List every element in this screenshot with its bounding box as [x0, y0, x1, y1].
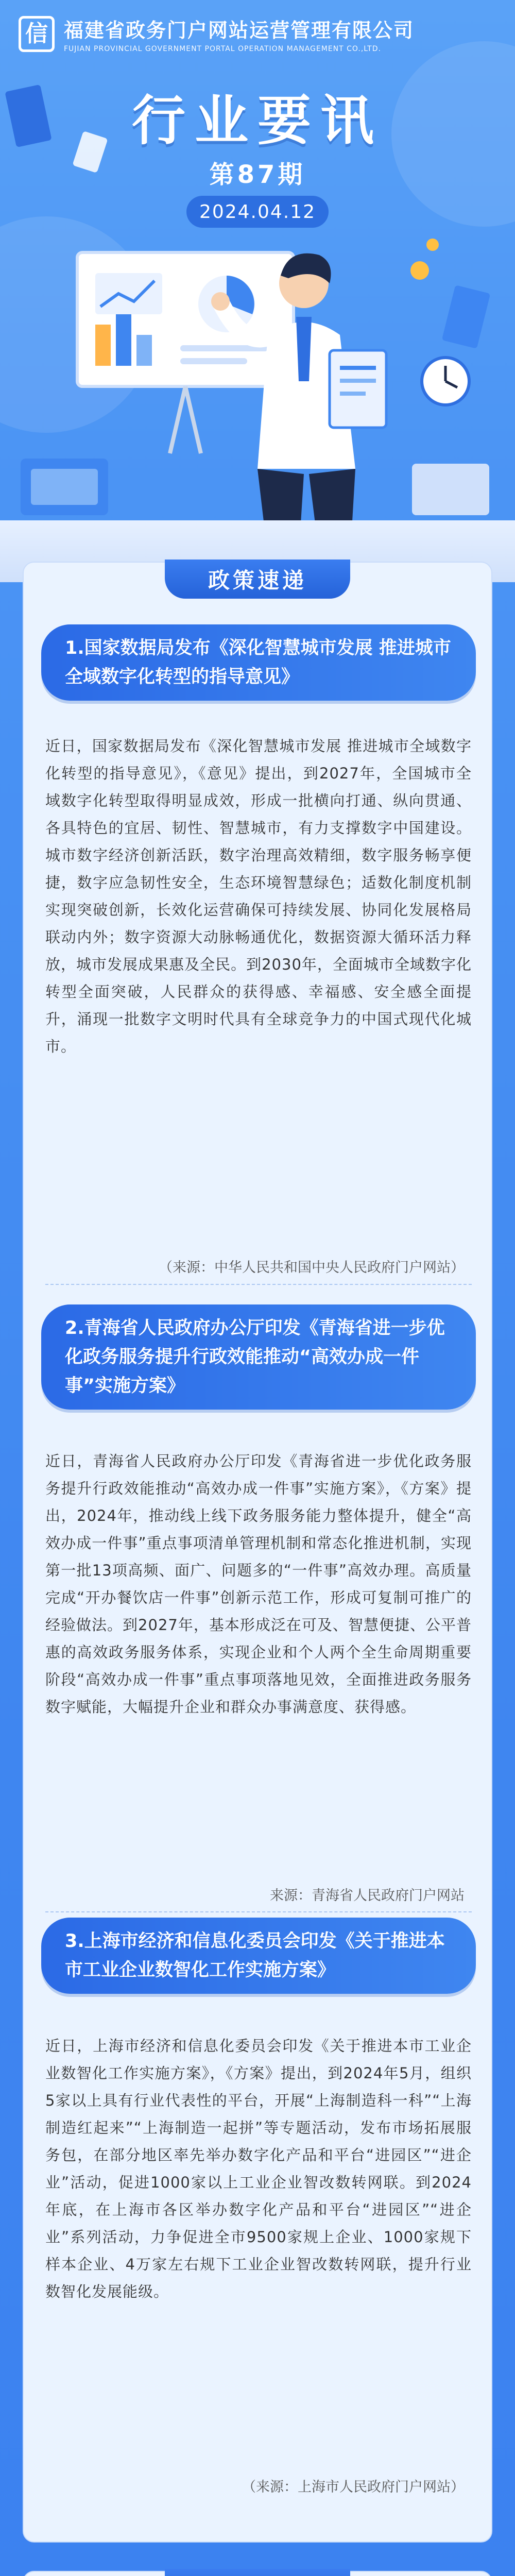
section-tab — [165, 2569, 350, 2576]
org-logo-icon: 信 — [19, 16, 55, 52]
article-source: （来源：中华人民共和国中央人民政府门户网站） — [159, 1260, 465, 1276]
article-title[interactable]: 3.上海市经济和信息化委员会印发《关于推进本市工业企业数智化工作实施方案》 — [41, 1918, 476, 1994]
issue-date: 2024.04.12 — [186, 196, 329, 228]
page-title: 行业要讯 — [131, 89, 383, 152]
article-body: 近日，国家数据局发布《深化智慧城市发展 推进城市全域数字化转型的指导意见》，《意见》提出，到2027年，全国城市全域数字化转型取得明显成效，形成一批横向打通、纵向贯通、各具特色的宜居、韧性、智慧城市，有力支撑数字中国建设。城市数字经济创新活跃，数字治理高效精细，数字服务畅享便捷，数字应急韧性安全，生态环境智慧绿色；适数化制度机制实现突破创新，长效化运营确保可持续发展、协同化发展格局联动内外；数字资源大动脉畅通优化，数据资源大循环活力释放，城市发展成果惠及全民。到2030年，全面城市全域数字化转型全面突破，人民群众的获得感、幸福感、安全感全面提升，涌现一批数字文明时代具有全球竞争力的中国式现代化城市。 — [45, 737, 472, 1055]
article-title[interactable]: 2.青海省人民政府办公厅印发《青海省进一步优化政务服务提升行政效能推动“高效办成一件事”实施方案》 — [41, 1304, 476, 1410]
org-name-cn: 福建省政务门户网站运营管理有限公司 — [64, 19, 415, 42]
header-banner — [0, 0, 515, 582]
section-weekly-news — [23, 2571, 492, 2576]
article-body: 近日，上海市经济和信息化委员会印发《关于推进本市工业企业数智化工作实施方案》，《方案》提出，到2024年5月，组织5家以上具有行业代表性的平台，开展“上海制造科一科”“上海制造红起来”“上海制造一起拼”等专题活动，发布市场拓展服务包，在部分地区率先举办数字化产品和平台“进园区”“进企业”活动，促进1000家以上工业企业智改数转网联。到2024年底，在上海市各区举办数字化产品和平台“进园区”“进企业”系列活动，力争促进全市9500家规上企业、1000家规下样本企业、4万家左右规下工业企业智改数转网联，提升行业数智化发展能级。 — [45, 2037, 472, 2300]
org-brand — [19, 14, 414, 53]
issue-number: 第87期 — [209, 160, 306, 189]
article-divider — [45, 1911, 472, 1912]
article-title[interactable]: 1.国家数据局发布《深化智慧城市发展 推进城市全域数字化转型的指导意见》 — [41, 624, 476, 701]
article-body: 近日，青海省人民政府办公厅印发《青海省进一步优化政务服务提升行政效能推动“高效办成一件事”实施方案》，《方案》提出，2024年，推动线上线下政务服务能力整体提升，健全“高效办成一件事”重点事项清单管理机制和常态化推进机制，实现第一批13项高频、面广、问题多的“一件事”高效办理。高质量完成“开办餐饮店一件事”创新示范工作，形成可复制可推广的经验做法。到2027年，基本形成泛在可及、智慧便捷、公平普惠的高效政务服务体系，实现企业和个人两个全生命周期重要阶段“高效办成一件事”重点事项落地见效，全面推进政务服务数字赋能，大幅提升企业和群众办事满意度、获得感。 — [45, 1452, 472, 1716]
org-name-en: FUJIAN PROVINCIAL GOVERNMENT PORTAL OPERATION MANAGEMENT CO.,LTD. — [64, 45, 381, 53]
section-policy-express — [23, 562, 492, 2251]
article-source: （来源：上海市人民政府门户网站） — [242, 2479, 465, 2495]
article-divider — [45, 1284, 472, 1285]
section-tab: 政策速递 — [165, 560, 350, 599]
article-source: 来源：青海省人民政府门户网站 — [270, 1888, 465, 1904]
section-policy-express-continued — [23, 2022, 492, 2543]
